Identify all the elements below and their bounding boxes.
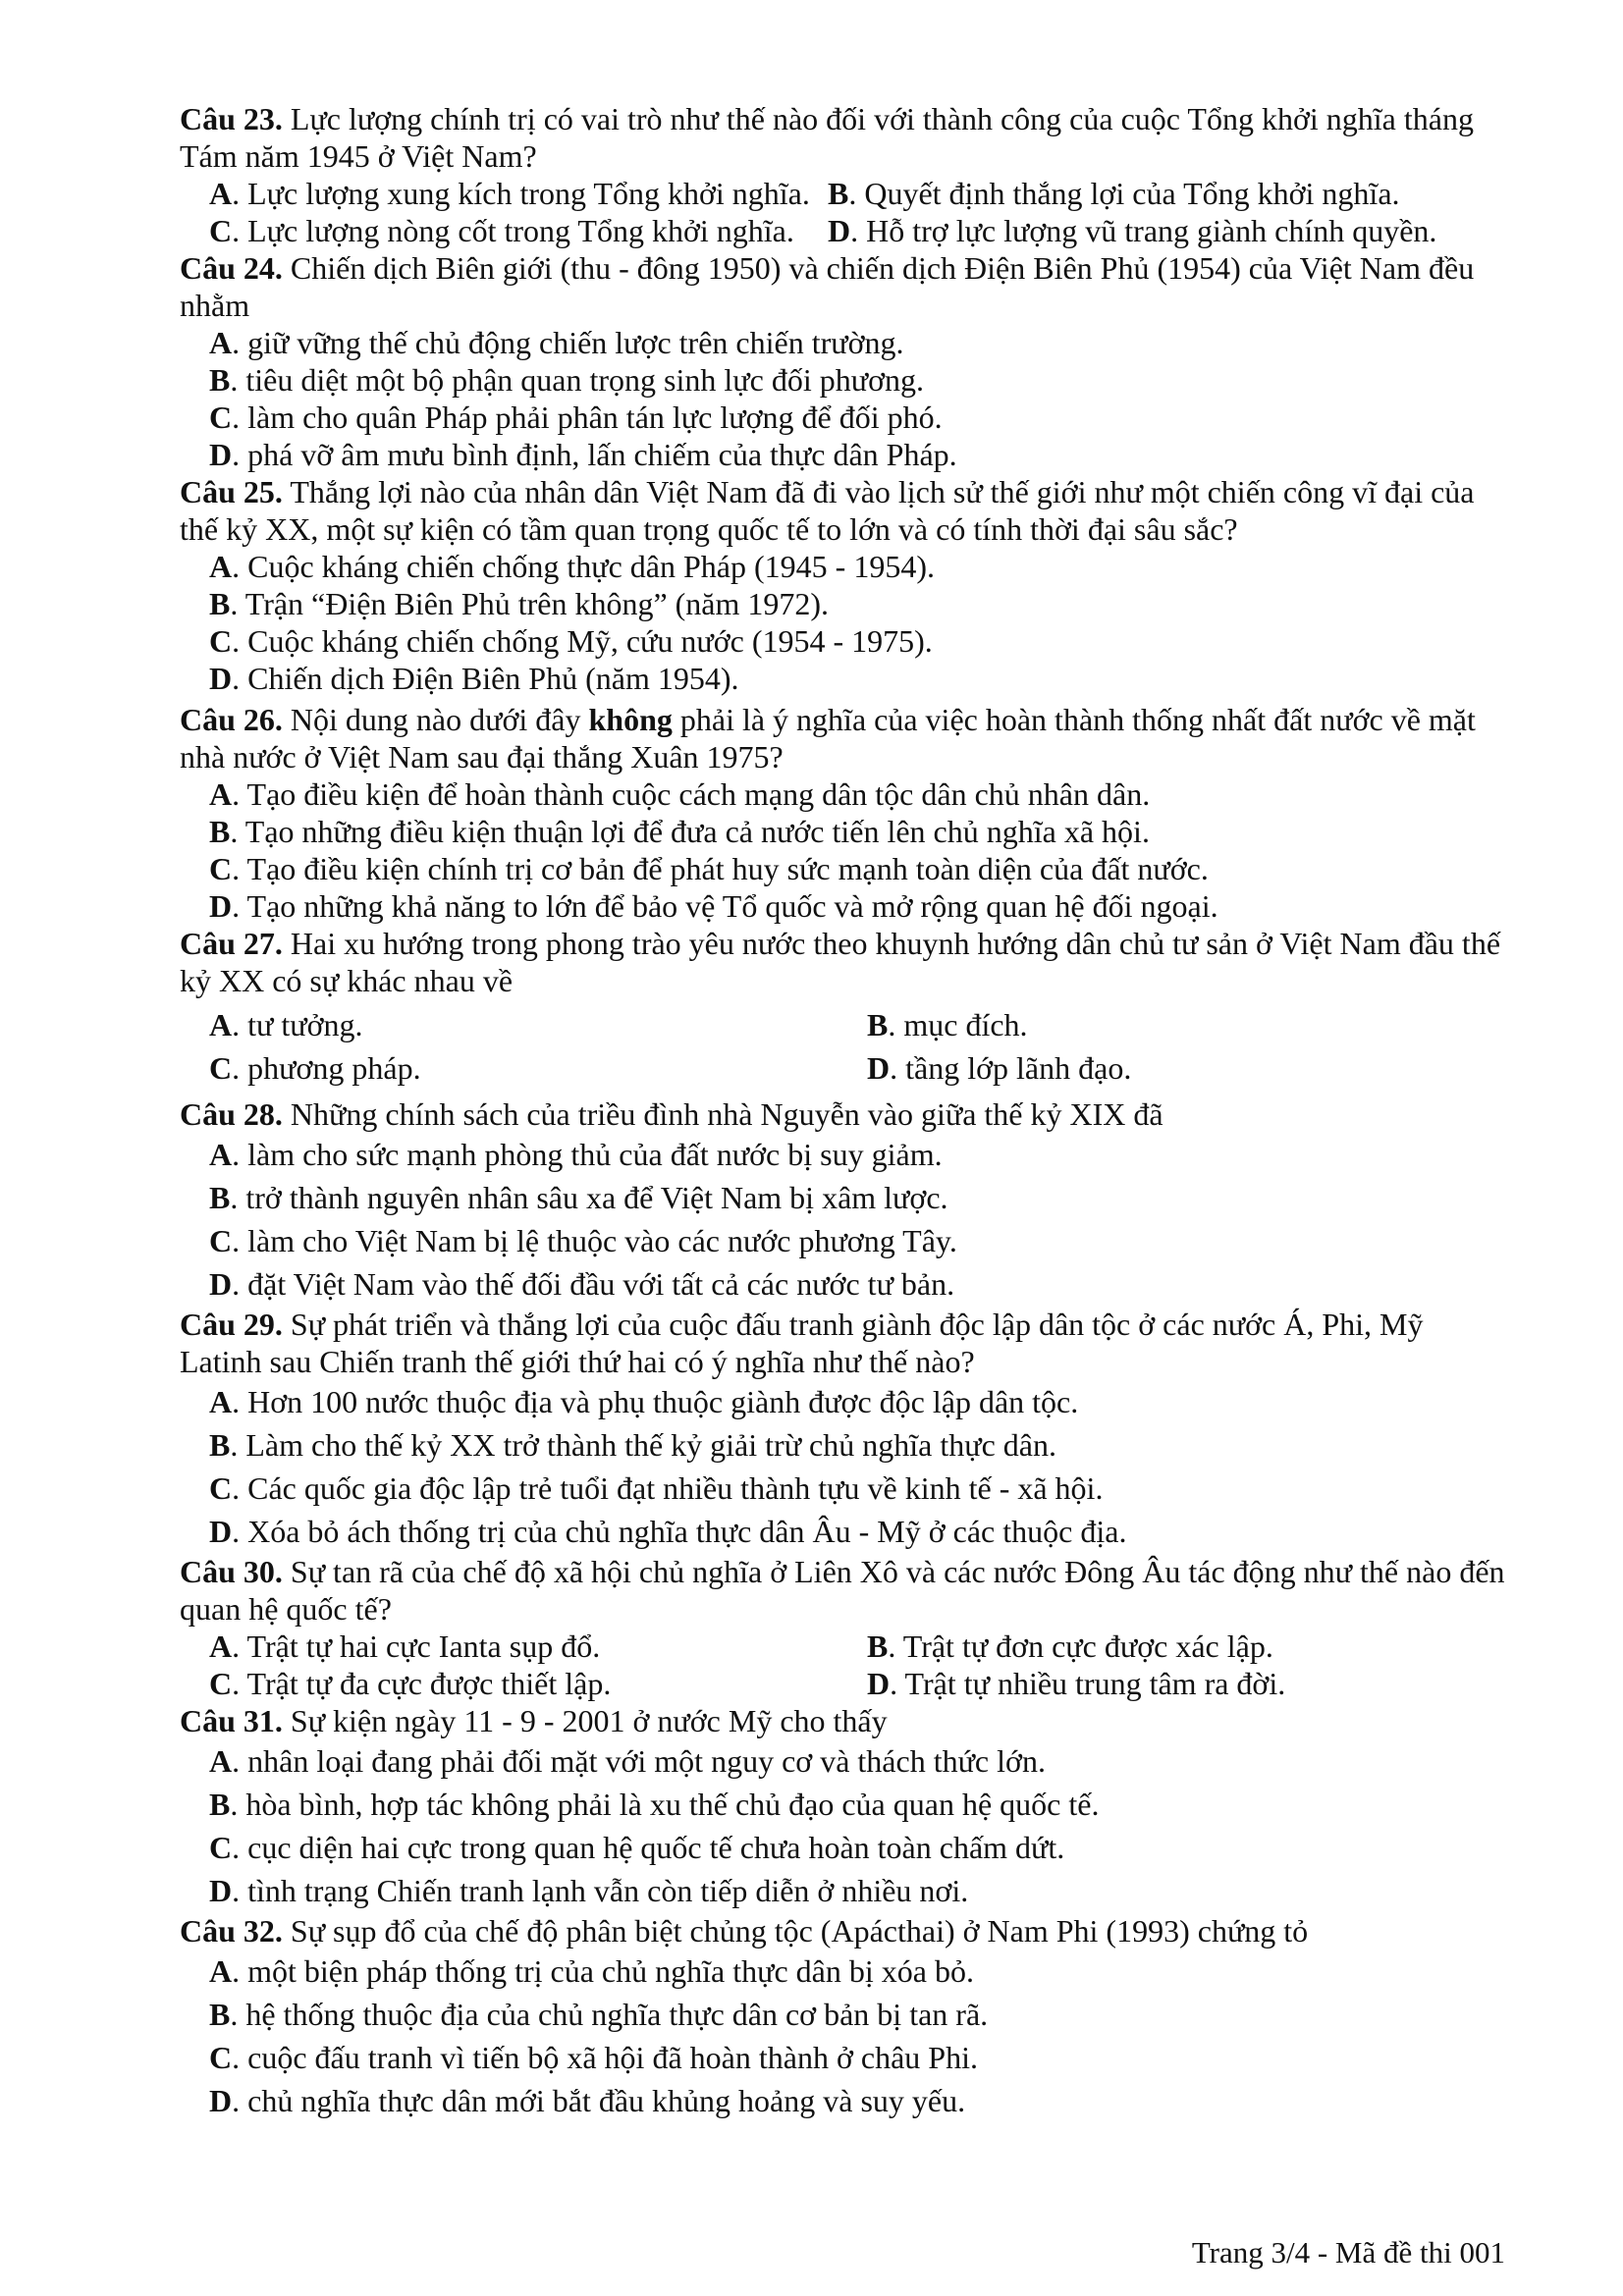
option-letter: A bbox=[209, 176, 233, 211]
option-text: . Hỗ trợ lực lượng vũ trang giành chính quyền. bbox=[850, 213, 1437, 248]
question-26 bbox=[180, 701, 1505, 925]
option-text: . Trật tự hai cực Ianta sụp đổ. bbox=[232, 1629, 601, 1664]
option-text: . Trật tự nhiều trung tâm ra đời. bbox=[890, 1666, 1286, 1701]
option-d[interactable] bbox=[180, 1869, 1505, 1912]
options bbox=[180, 1003, 1505, 1090]
option-text: . Tạo điều kiện để hoàn thành cuộc cách mạng dân tộc dân chủ nhân dân. bbox=[232, 776, 1151, 812]
option-letter: B bbox=[828, 176, 849, 211]
option-letter: C bbox=[209, 1666, 233, 1701]
option-c[interactable] bbox=[180, 850, 1505, 887]
option-letter: C bbox=[209, 851, 233, 886]
option-c[interactable] bbox=[180, 2036, 1505, 2079]
option-b[interactable] bbox=[838, 1628, 1505, 1665]
option-b[interactable] bbox=[180, 1176, 1505, 1219]
question-label: Câu 28. bbox=[180, 1096, 283, 1132]
question-31 bbox=[180, 1702, 1505, 1912]
option-c[interactable] bbox=[180, 1219, 1505, 1262]
option-letter: D bbox=[867, 1050, 891, 1086]
option-letter: D bbox=[209, 437, 233, 472]
option-letter: A bbox=[209, 325, 233, 360]
option-letter: C bbox=[209, 1223, 233, 1258]
option-text: . Tạo những điều kiện thuận lợi để đưa cả nước tiến lên chủ nghĩa xã hội. bbox=[230, 814, 1150, 849]
question-text: Chiến dịch Biên giới (thu - đông 1950) và chiến dịch Điện Biên Phủ (1954) của Việt Nam đều nhằm bbox=[180, 250, 1475, 323]
options bbox=[180, 548, 1505, 697]
option-text: . phương pháp. bbox=[232, 1050, 421, 1086]
options bbox=[180, 1133, 1505, 1306]
question-text: Nội dung nào dưới đây bbox=[290, 702, 589, 737]
question-text: Sự kiện ngày 11 - 9 - 2001 ở nước Mỹ cho thấy bbox=[290, 1703, 888, 1738]
option-d[interactable] bbox=[180, 1262, 1505, 1306]
option-c[interactable] bbox=[180, 212, 828, 249]
option-d[interactable] bbox=[180, 660, 1505, 697]
option-letter: A bbox=[209, 549, 233, 584]
option-text: . hệ thống thuộc địa của chủ nghĩa thực dân cơ bản bị tan rã. bbox=[230, 1997, 989, 2032]
option-letter: D bbox=[209, 1266, 233, 1302]
option-letter: B bbox=[209, 362, 231, 398]
question-label: Câu 29. bbox=[180, 1307, 283, 1342]
option-text: . Cuộc kháng chiến chống Mỹ, cứu nước (1954 - 1975). bbox=[232, 623, 933, 659]
option-b[interactable] bbox=[180, 1423, 1505, 1467]
option-text: . Trật tự đơn cực được xác lập. bbox=[888, 1629, 1273, 1664]
option-d[interactable] bbox=[180, 1510, 1505, 1553]
option-letter: B bbox=[209, 586, 231, 621]
option-letter: A bbox=[209, 1007, 233, 1042]
option-a[interactable] bbox=[180, 1003, 838, 1046]
option-d[interactable] bbox=[180, 2079, 1505, 2122]
option-c[interactable] bbox=[180, 1826, 1505, 1869]
option-b[interactable] bbox=[838, 1003, 1505, 1046]
question-text: Sự phát triển và thắng lợi của cuộc đấu tranh giành độc lập dân tộc ở các nước Á, Phi, Mỹ Latinh sau Chiến tranh thế giới thứ hai có ý nghĩa như thế nào? bbox=[180, 1307, 1424, 1379]
option-letter: C bbox=[209, 1830, 233, 1865]
option-letter: C bbox=[209, 2040, 233, 2075]
question-label: Câu 25. bbox=[180, 474, 283, 509]
option-letter: D bbox=[828, 213, 851, 248]
option-c[interactable] bbox=[180, 1467, 1505, 1510]
option-letter: C bbox=[209, 1470, 233, 1506]
question-stem bbox=[180, 1702, 1505, 1739]
question-text: Những chính sách của triều đình nhà Nguyễn vào giữa thế kỷ XIX đã bbox=[290, 1096, 1163, 1132]
exam-page bbox=[180, 100, 1505, 2122]
option-text: . Trật tự đa cực được thiết lập. bbox=[232, 1666, 612, 1701]
question-28 bbox=[180, 1095, 1505, 1306]
option-a[interactable] bbox=[180, 324, 1505, 361]
question-23 bbox=[180, 100, 1505, 249]
option-text: . Tạo những khả năng to lớn để bảo vệ Tổ quốc và mở rộng quan hệ đối ngoại. bbox=[232, 888, 1218, 924]
option-d[interactable] bbox=[180, 436, 1505, 473]
option-a[interactable] bbox=[180, 175, 828, 212]
question-stem bbox=[180, 473, 1505, 548]
option-a[interactable] bbox=[180, 1949, 1505, 1993]
option-letter: A bbox=[209, 1629, 233, 1664]
question-label: Câu 24. bbox=[180, 250, 283, 286]
option-text: . Quyết định thắng lợi của Tổng khởi nghĩa. bbox=[848, 176, 1400, 211]
option-text: . Chiến dịch Điện Biên Phủ (năm 1954). bbox=[232, 661, 739, 696]
options bbox=[180, 1380, 1505, 1553]
option-b[interactable] bbox=[180, 1783, 1505, 1826]
option-letter: D bbox=[209, 888, 233, 924]
options bbox=[180, 1628, 1505, 1702]
option-text: . Lực lượng nòng cốt trong Tổng khởi nghĩa. bbox=[232, 213, 794, 248]
option-letter: A bbox=[209, 1137, 233, 1172]
option-text: . tầng lớp lãnh đạo. bbox=[890, 1050, 1132, 1086]
option-letter: B bbox=[209, 1997, 231, 2032]
option-b[interactable] bbox=[180, 585, 1505, 622]
question-label: Câu 26. bbox=[180, 702, 283, 737]
question-stem bbox=[180, 1553, 1505, 1628]
option-text: . Cuộc kháng chiến chống thực dân Pháp (1945 - 1954). bbox=[232, 549, 935, 584]
question-stem bbox=[180, 100, 1505, 175]
question-32 bbox=[180, 1912, 1505, 2122]
option-text: . Trận “Điện Biên Phủ trên không” (năm 1972). bbox=[230, 586, 830, 621]
option-text: . tiêu diệt một bộ phận quan trọng sinh lực đối phương. bbox=[230, 362, 924, 398]
option-c[interactable] bbox=[180, 622, 1505, 660]
options bbox=[180, 1739, 1505, 1912]
option-text: . Làm cho thế kỷ XX trở thành thế kỷ giải trừ chủ nghĩa thực dân. bbox=[230, 1427, 1056, 1463]
question-stem bbox=[180, 1095, 1505, 1133]
option-letter: B bbox=[867, 1629, 889, 1664]
option-letter: C bbox=[209, 213, 233, 248]
option-letter: A bbox=[209, 1953, 233, 1989]
option-text: . một biện pháp thống trị của chủ nghĩa thực dân bị xóa bỏ. bbox=[232, 1953, 974, 1989]
option-b[interactable] bbox=[828, 175, 1505, 212]
question-stem bbox=[180, 249, 1505, 324]
option-letter: D bbox=[209, 2083, 233, 2118]
option-a[interactable] bbox=[180, 1133, 1505, 1176]
option-letter: D bbox=[209, 1514, 233, 1549]
option-b[interactable] bbox=[180, 813, 1505, 850]
option-letter: C bbox=[209, 400, 233, 435]
option-text: . làm cho sức mạnh phòng thủ của đất nước bị suy giảm. bbox=[232, 1137, 943, 1172]
options bbox=[180, 1949, 1505, 2122]
question-25 bbox=[180, 473, 1505, 697]
option-letter: D bbox=[209, 661, 233, 696]
option-a[interactable] bbox=[180, 1380, 1505, 1423]
options bbox=[180, 775, 1505, 925]
option-text: . Xóa bỏ ách thống trị của chủ nghĩa thực dân Âu - Mỹ ở các thuộc địa. bbox=[232, 1514, 1127, 1549]
option-text: . làm cho quân Pháp phải phân tán lực lượng để đối phó. bbox=[232, 400, 943, 435]
options bbox=[180, 324, 1505, 473]
question-emphasis: không bbox=[588, 702, 673, 737]
option-letter: A bbox=[209, 1743, 233, 1779]
option-letter: A bbox=[209, 776, 233, 812]
option-text: . Hơn 100 nước thuộc địa và phụ thuộc giành được độc lập dân tộc. bbox=[232, 1384, 1079, 1419]
option-text: . nhân loại đang phải đối mặt với một nguy cơ và thách thức lớn. bbox=[232, 1743, 1046, 1779]
option-letter: D bbox=[867, 1666, 891, 1701]
option-text: . mục đích. bbox=[888, 1007, 1028, 1042]
option-c[interactable] bbox=[180, 1665, 838, 1702]
option-d[interactable] bbox=[180, 887, 1505, 925]
question-label: Câu 31. bbox=[180, 1703, 283, 1738]
option-text: . làm cho Việt Nam bị lệ thuộc vào các nước phương Tây. bbox=[232, 1223, 957, 1258]
option-c[interactable] bbox=[180, 1046, 838, 1090]
question-label: Câu 32. bbox=[180, 1913, 283, 1949]
question-text: phải là ý nghĩa của việc hoàn thành thống nhất đất nước về mặt nhà nước ở Việt Nam sau đại thắng Xuân 1975? bbox=[180, 702, 1476, 774]
option-d[interactable] bbox=[838, 1046, 1505, 1090]
option-letter: B bbox=[209, 1787, 231, 1822]
question-label: Câu 30. bbox=[180, 1554, 283, 1589]
page-footer: Trang 3/4 - Mã đề thi 001 bbox=[1191, 2235, 1505, 2269]
option-letter: C bbox=[209, 623, 233, 659]
option-text: . giữ vững thế chủ động chiến lược trên chiến trường. bbox=[232, 325, 904, 360]
option-d[interactable] bbox=[838, 1665, 1505, 1702]
question-text: Lực lượng chính trị có vai trò như thế nào đối với thành công của cuộc Tổng khởi nghĩa tháng Tám năm 1945 ở Việt Nam? bbox=[180, 101, 1474, 174]
option-b[interactable] bbox=[180, 361, 1505, 399]
option-text: . Lực lượng xung kích trong Tổng khởi nghĩa. bbox=[232, 176, 810, 211]
option-b[interactable] bbox=[180, 1993, 1505, 2036]
option-text: . tư tưởng. bbox=[232, 1007, 363, 1042]
option-letter: D bbox=[209, 1873, 233, 1908]
option-d[interactable] bbox=[828, 212, 1505, 249]
question-30 bbox=[180, 1553, 1505, 1702]
question-text: Thắng lợi nào của nhân dân Việt Nam đã đi vào lịch sử thế giới như một chiến công vĩ đại của thế kỷ XX, một sự kiện có tầm quan trọng quốc tế to lớn và có tính thời đại sâu sắc? bbox=[180, 474, 1475, 547]
question-text: Sự tan rã của chế độ xã hội chủ nghĩa ở Liên Xô và các nước Đông Âu tác động như thế nào đến quan hệ quốc tế? bbox=[180, 1554, 1505, 1627]
option-text: . tình trạng Chiến tranh lạnh vẫn còn tiếp diễn ở nhiều nơi. bbox=[232, 1873, 969, 1908]
option-text: . Tạo điều kiện chính trị cơ bản để phát huy sức mạnh toàn diện của đất nước. bbox=[232, 851, 1209, 886]
question-text: Hai xu hướng trong phong trào yêu nước theo khuynh hướng dân chủ tư sản ở Việt Nam đầu thế kỷ XX có sự khác nhau về bbox=[180, 926, 1501, 998]
question-24 bbox=[180, 249, 1505, 473]
option-letter: A bbox=[209, 1384, 233, 1419]
options bbox=[180, 175, 1505, 249]
question-27 bbox=[180, 925, 1505, 1090]
option-a[interactable] bbox=[180, 548, 1505, 585]
option-text: . đặt Việt Nam vào thế đối đầu với tất cả các nước tư bản. bbox=[232, 1266, 955, 1302]
option-a[interactable] bbox=[180, 1739, 1505, 1783]
option-text: . chủ nghĩa thực dân mới bắt đầu khủng hoảng và suy yếu. bbox=[232, 2083, 966, 2118]
question-label: Câu 23. bbox=[180, 101, 283, 136]
option-letter: B bbox=[209, 1427, 231, 1463]
option-c[interactable] bbox=[180, 399, 1505, 436]
question-stem bbox=[180, 1306, 1505, 1380]
option-text: . hòa bình, hợp tác không phải là xu thế chủ đạo của quan hệ quốc tế. bbox=[230, 1787, 1100, 1822]
option-a[interactable] bbox=[180, 1628, 838, 1665]
question-29 bbox=[180, 1306, 1505, 1553]
option-letter: B bbox=[209, 814, 231, 849]
option-text: . phá vỡ âm mưu bình định, lấn chiếm của thực dân Pháp. bbox=[232, 437, 957, 472]
option-text: . cuộc đấu tranh vì tiến bộ xã hội đã hoàn thành ở châu Phi. bbox=[232, 2040, 978, 2075]
option-text: . trở thành nguyên nhân sâu xa để Việt Nam bị xâm lược. bbox=[230, 1180, 948, 1215]
option-text: . cục diện hai cực trong quan hệ quốc tế chưa hoàn toàn chấm dứt. bbox=[232, 1830, 1065, 1865]
option-a[interactable] bbox=[180, 775, 1505, 813]
question-label: Câu 27. bbox=[180, 926, 283, 961]
question-text: Sự sụp đổ của chế độ phân biệt chủng tộc (Apácthai) ở Nam Phi (1993) chứng tỏ bbox=[290, 1913, 1309, 1949]
question-stem bbox=[180, 1912, 1505, 1949]
question-stem bbox=[180, 701, 1505, 775]
question-stem bbox=[180, 925, 1505, 999]
option-text: . Các quốc gia độc lập trẻ tuổi đạt nhiều thành tựu về kinh tế - xã hội. bbox=[232, 1470, 1104, 1506]
option-letter: C bbox=[209, 1050, 233, 1086]
option-letter: B bbox=[867, 1007, 889, 1042]
option-letter: B bbox=[209, 1180, 231, 1215]
